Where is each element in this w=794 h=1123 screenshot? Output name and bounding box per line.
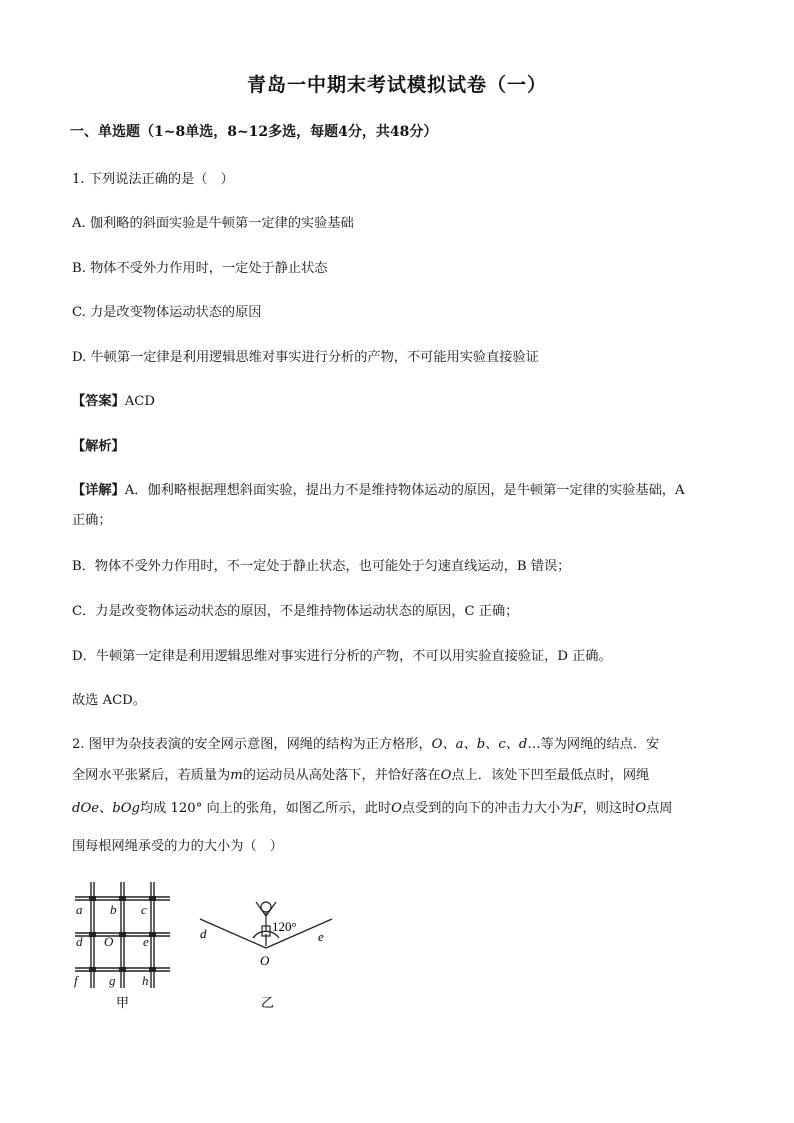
q2-l3-var4: F — [573, 801, 583, 816]
label-h: h — [142, 973, 149, 988]
q2-l2-pre: 全网水平张紧后，若质量为 — [72, 768, 231, 783]
angle-label: 120° — [272, 919, 297, 934]
label-e: e — [143, 934, 149, 949]
yi-label-d: d — [200, 926, 207, 941]
q2-l3-var1: dOe — [72, 801, 100, 816]
q2-l1-post: …等为网绳的结点．安 — [527, 737, 660, 752]
label-O: O — [104, 934, 114, 949]
detail-line-b: B．物体不受外力作用时，不一定处于静止状态，也可能处于匀速直线运动，B 错误； — [72, 559, 571, 574]
yi-label-e: e — [318, 929, 324, 944]
q2-l3-var5: O — [635, 801, 647, 816]
caption-yi: 乙 — [261, 995, 275, 1010]
q2-line-4: 围每根网绳承受的力的大小为（ ） — [72, 839, 283, 854]
label-c: c — [141, 902, 147, 917]
answer-tag: 【答案】 — [72, 394, 125, 409]
q2-l2-var: m — [230, 768, 243, 783]
detail-tag: 【详解】 — [72, 483, 125, 498]
detail-line-a2: 正确； — [72, 513, 112, 528]
label-d: d — [76, 934, 83, 949]
q1-stem: 1. 下列说法正确的是（ ） — [72, 172, 234, 187]
q2-l3-sep: 、 — [99, 801, 113, 816]
detail-line-a1 — [72, 479, 684, 498]
q1-answer — [72, 390, 155, 409]
q1-option-b: B. 物体不受外力作用时，一定处于静止状态 — [72, 261, 328, 276]
q2-l2-var2: O — [440, 768, 452, 783]
q2-l3-post: 点周 — [646, 801, 673, 816]
detail-line-c: C．力是改变物体运动状态的原因，不是维持物体运动状态的原因，C 正确； — [72, 604, 519, 619]
q1-option-a: A. 伽利略的斜面实验是牛顿第一定律的实验基础 — [72, 216, 354, 231]
q2-line-1 — [72, 733, 659, 752]
label-f: f — [74, 973, 78, 988]
q2-l3-var3: O — [391, 801, 402, 816]
q2-line-3 — [72, 797, 672, 816]
q2-l2-mid: 的运动员从高处落下，并恰好落在 — [242, 768, 441, 783]
label-b: b — [110, 902, 117, 917]
yi-label-O: O — [260, 953, 270, 968]
q2-l3-mid2: 点受到的向下的冲击力大小为 — [401, 801, 574, 816]
net-figure — [60, 880, 360, 1010]
analysis-tag: 【解析】 — [72, 439, 125, 454]
label-a: a — [76, 902, 83, 917]
detail-a1-text: A．伽利略根据理想斜面实验，提出力不是维持物体运动的原因，是牛顿第一定律的实验基础，A — [124, 483, 685, 498]
q2-l3-var2: bOg — [112, 801, 140, 816]
q1-option-c: C. 力是改变物体运动状态的原因 — [72, 305, 262, 320]
q2-line-2 — [72, 764, 649, 783]
q2-l1-vars: O、a、b、c、d — [431, 737, 528, 752]
caption-jia: 甲 — [116, 995, 130, 1010]
page-title: 青岛一中期末考试模拟试卷（一） — [246, 74, 547, 96]
q1-conclusion: 故选 ACD。 — [72, 693, 146, 708]
label-g: g — [109, 973, 116, 988]
q1-option-d: D. 牛顿第一定律是利用逻辑思维对事实进行分析的产物，不可能用实验直接验证 — [72, 350, 539, 365]
q2-l3-mid: 均成 120° 向上的张角，如图乙所示，此时 — [139, 801, 392, 816]
answer-value: ACD — [124, 394, 155, 409]
section-heading: 一、单选题（1~8单选，8~12多选，每题4分，共48分） — [70, 124, 438, 140]
detail-line-d: D．牛顿第一定律是利用逻辑思维对事实进行分析的产物，不可以用实验直接验证，D 正确。 — [72, 649, 612, 664]
q2-l1-pre: 2. 图甲为杂技表演的安全网示意图，网绳的结构为正方格形， — [72, 737, 432, 752]
q2-l2-post: 点上．该处下凹至最低点时，网绳 — [451, 768, 650, 783]
q2-l3-mid3: ，则这时 — [582, 801, 636, 816]
